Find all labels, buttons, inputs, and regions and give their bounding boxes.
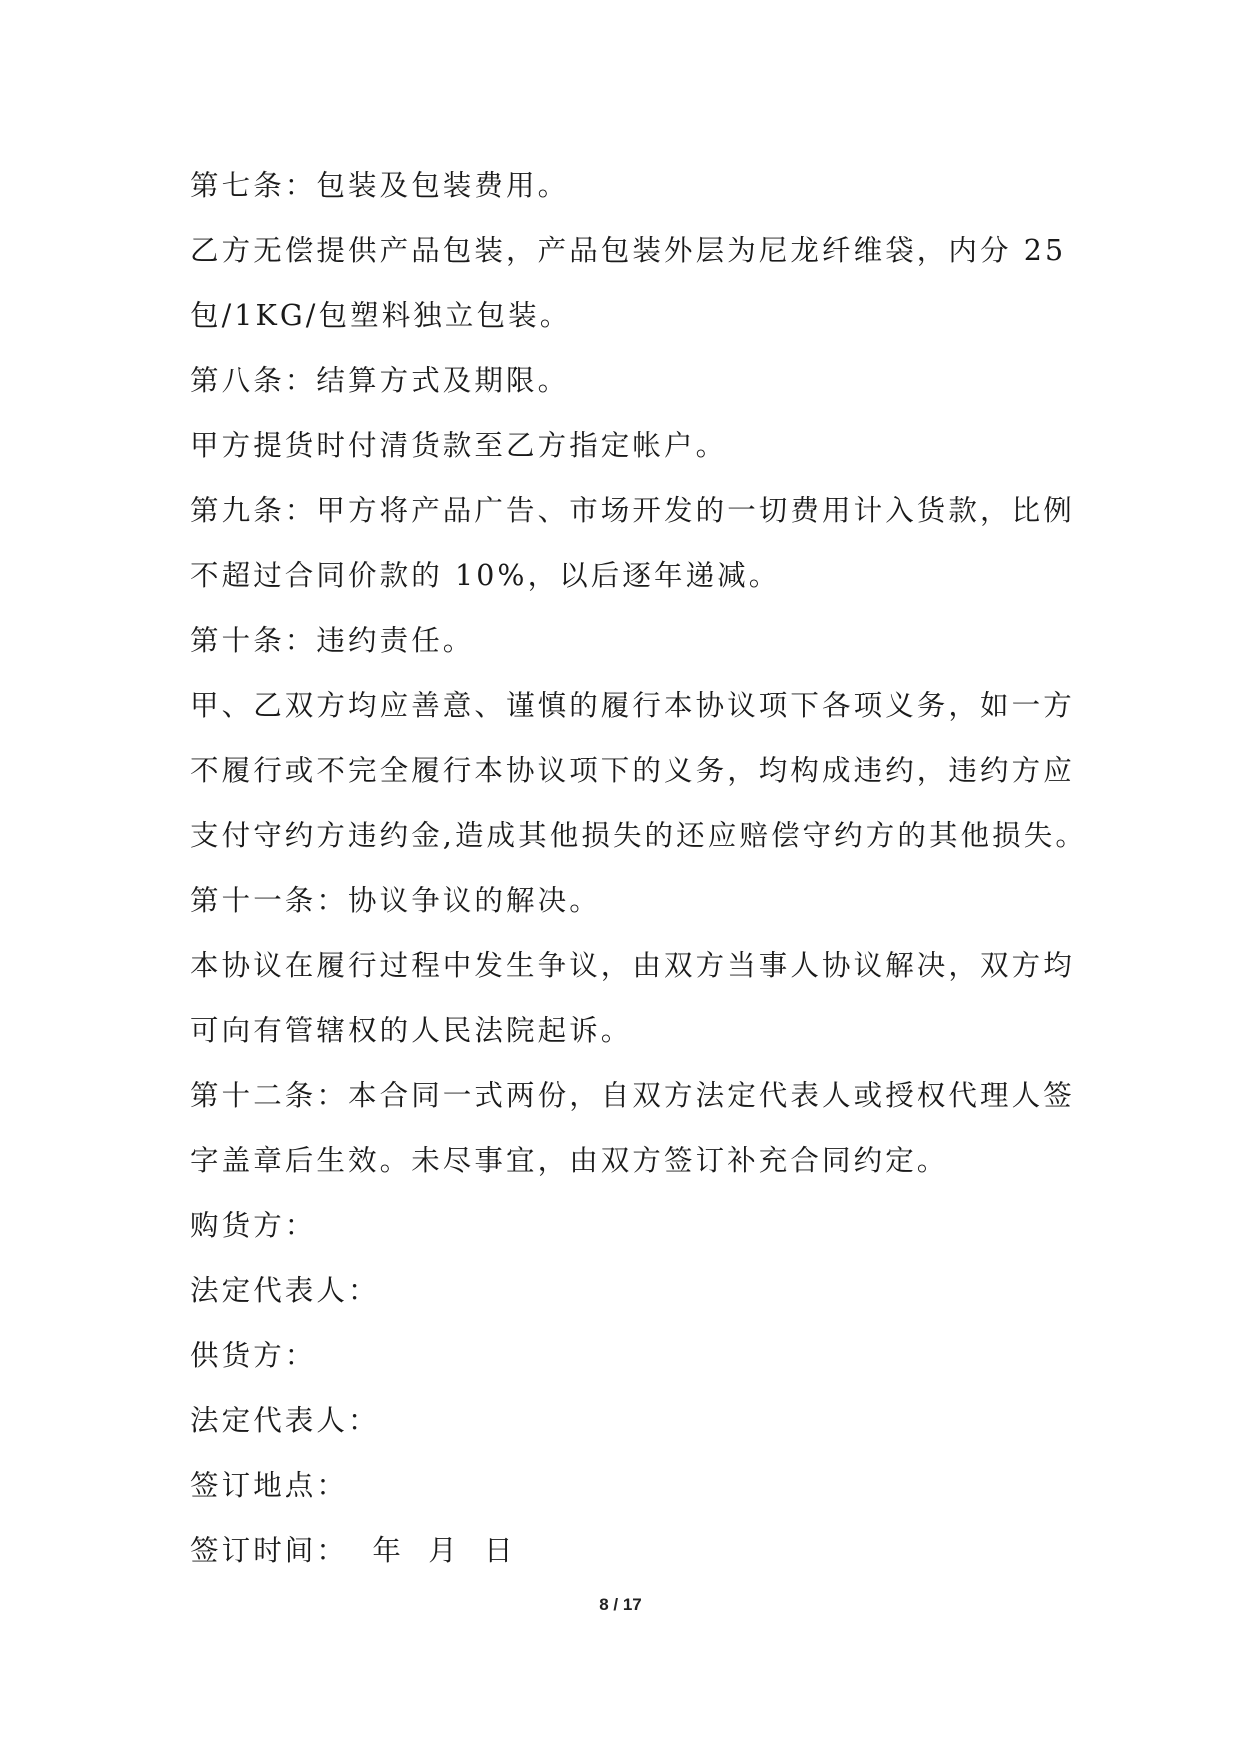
article-8-heading: 第八条：结算方式及期限。 (190, 364, 570, 397)
signing-place-label: 签订地点： (190, 1469, 349, 1502)
supplier-legal-representative-label: 法定代表人： (190, 1404, 380, 1437)
article-7-text-line-2: 包/1KG/包塑料独立包装。 (190, 299, 572, 332)
signing-date-label: 签订时间： 年 月 日 (190, 1534, 516, 1567)
page-number: 8 / 17 (599, 1595, 642, 1614)
article-12-text-line-1: 第十二条：本合同一式两份，自双方法定代表人或授权代理人签 (190, 1079, 1075, 1112)
buyer-legal-representative-label: 法定代表人： (190, 1274, 380, 1307)
article-7-heading: 第七条：包装及包装费用。 (190, 169, 570, 202)
article-10-text-line-1: 甲、乙双方均应善意、谨慎的履行本协议项下各项义务，如一方 (190, 689, 1075, 722)
document-body (190, 160, 1090, 1590)
supplier-label: 供货方： (190, 1339, 317, 1372)
article-10-text-line-3: 支付守约方违约金,造成其他损失的还应赔偿守约方的其他损失。 (190, 819, 1087, 852)
article-8-text: 甲方提货时付清货款至乙方指定帐户。 (190, 429, 728, 462)
article-11-text-line-2: 可向有管辖权的人民法院起诉。 (190, 1014, 633, 1047)
buyer-label: 购货方： (190, 1209, 317, 1242)
article-7-text-line-1: 乙方无偿提供产品包装，产品包装外层为尼龙纤维袋，内分 25 (190, 234, 1067, 267)
article-9-text-line-1: 第九条：甲方将产品广告、市场开发的一切费用计入货款，比例 (190, 494, 1075, 527)
article-10-heading: 第十条：违约责任。 (190, 624, 475, 657)
article-11-heading: 第十一条：协议争议的解决。 (190, 884, 601, 917)
article-10-text-line-2: 不履行或不完全履行本协议项下的义务，均构成违约，违约方应 (190, 754, 1075, 787)
article-12-text-line-2: 字盖章后生效。未尽事宜，由双方签订补充合同约定。 (190, 1144, 949, 1177)
article-9-text-line-2: 不超过合同价款的 10%，以后逐年递减。 (190, 559, 781, 592)
article-11-text-line-1: 本协议在履行过程中发生争议，由双方当事人协议解决，双方均 (190, 949, 1075, 982)
